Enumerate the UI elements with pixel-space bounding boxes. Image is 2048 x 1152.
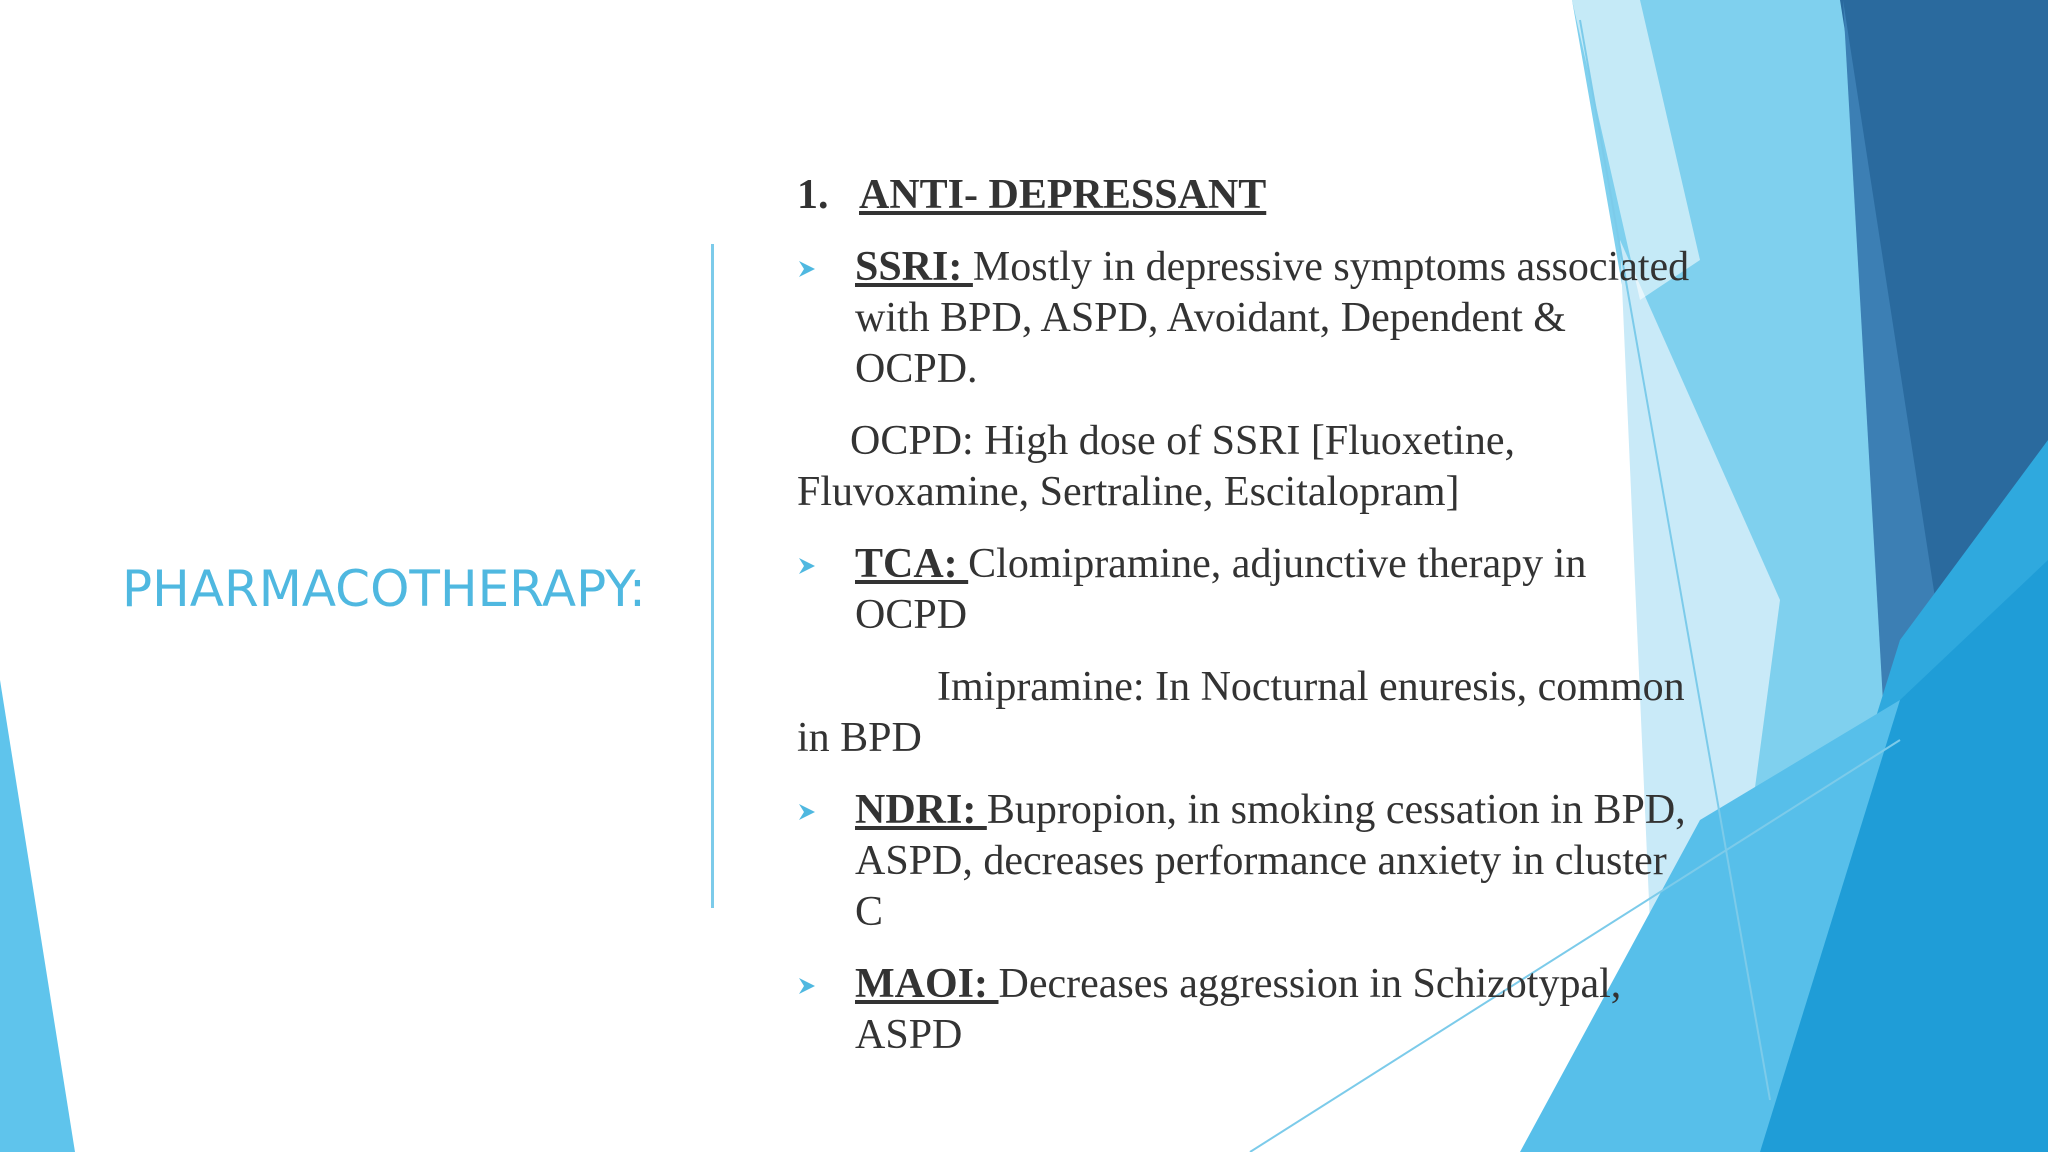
bullet-text: Bupropion, in smoking cessation in BPD, ASPD, decreases performance anxiety in cluster C [855,787,1686,935]
content-body [797,170,1697,1082]
bullet-ndri [797,785,1697,938]
bullet-term: MAOI: [855,961,999,1007]
bullet-ssri [797,242,1697,395]
slide-title: PHARMACOTHERAPY: [122,560,646,618]
bullet-tca [797,539,1697,641]
section-heading-text: ANTI- DEPRESSANT [859,172,1267,218]
left-accent-shape [0,680,75,1152]
bullet-text: Decreases aggression in Schizotypal, ASPD [855,961,1622,1058]
ocpd-note: OCPD: High dose of SSRI [Fluoxetine, Fluvoxamine, Sertraline, Escitalopram] [797,418,1516,515]
bullet-term: SSRI: [855,244,973,290]
section-heading [797,170,1697,221]
section-number: 1. [797,172,829,218]
arrowhead-bullet-icon [797,259,817,279]
bullet-text: Mostly in depressive symptoms associated with BPD, ASPD, Avoidant, Dependent & OCPD. [855,244,1690,392]
arrowhead-bullet-icon [797,556,817,576]
arrowhead-bullet-icon [797,802,817,822]
bullet-maoi [797,959,1697,1061]
bullet-term: NDRI: [855,787,987,833]
bullet-text: Clomipramine, adjunctive therapy in OCPD [855,541,1587,638]
arrowhead-bullet-icon [797,976,817,996]
bullet-term: TCA: [855,541,969,587]
vertical-divider [711,244,714,908]
imipramine-note: Imipramine: In Nocturnal enuresis, common in BPD [797,664,1685,761]
